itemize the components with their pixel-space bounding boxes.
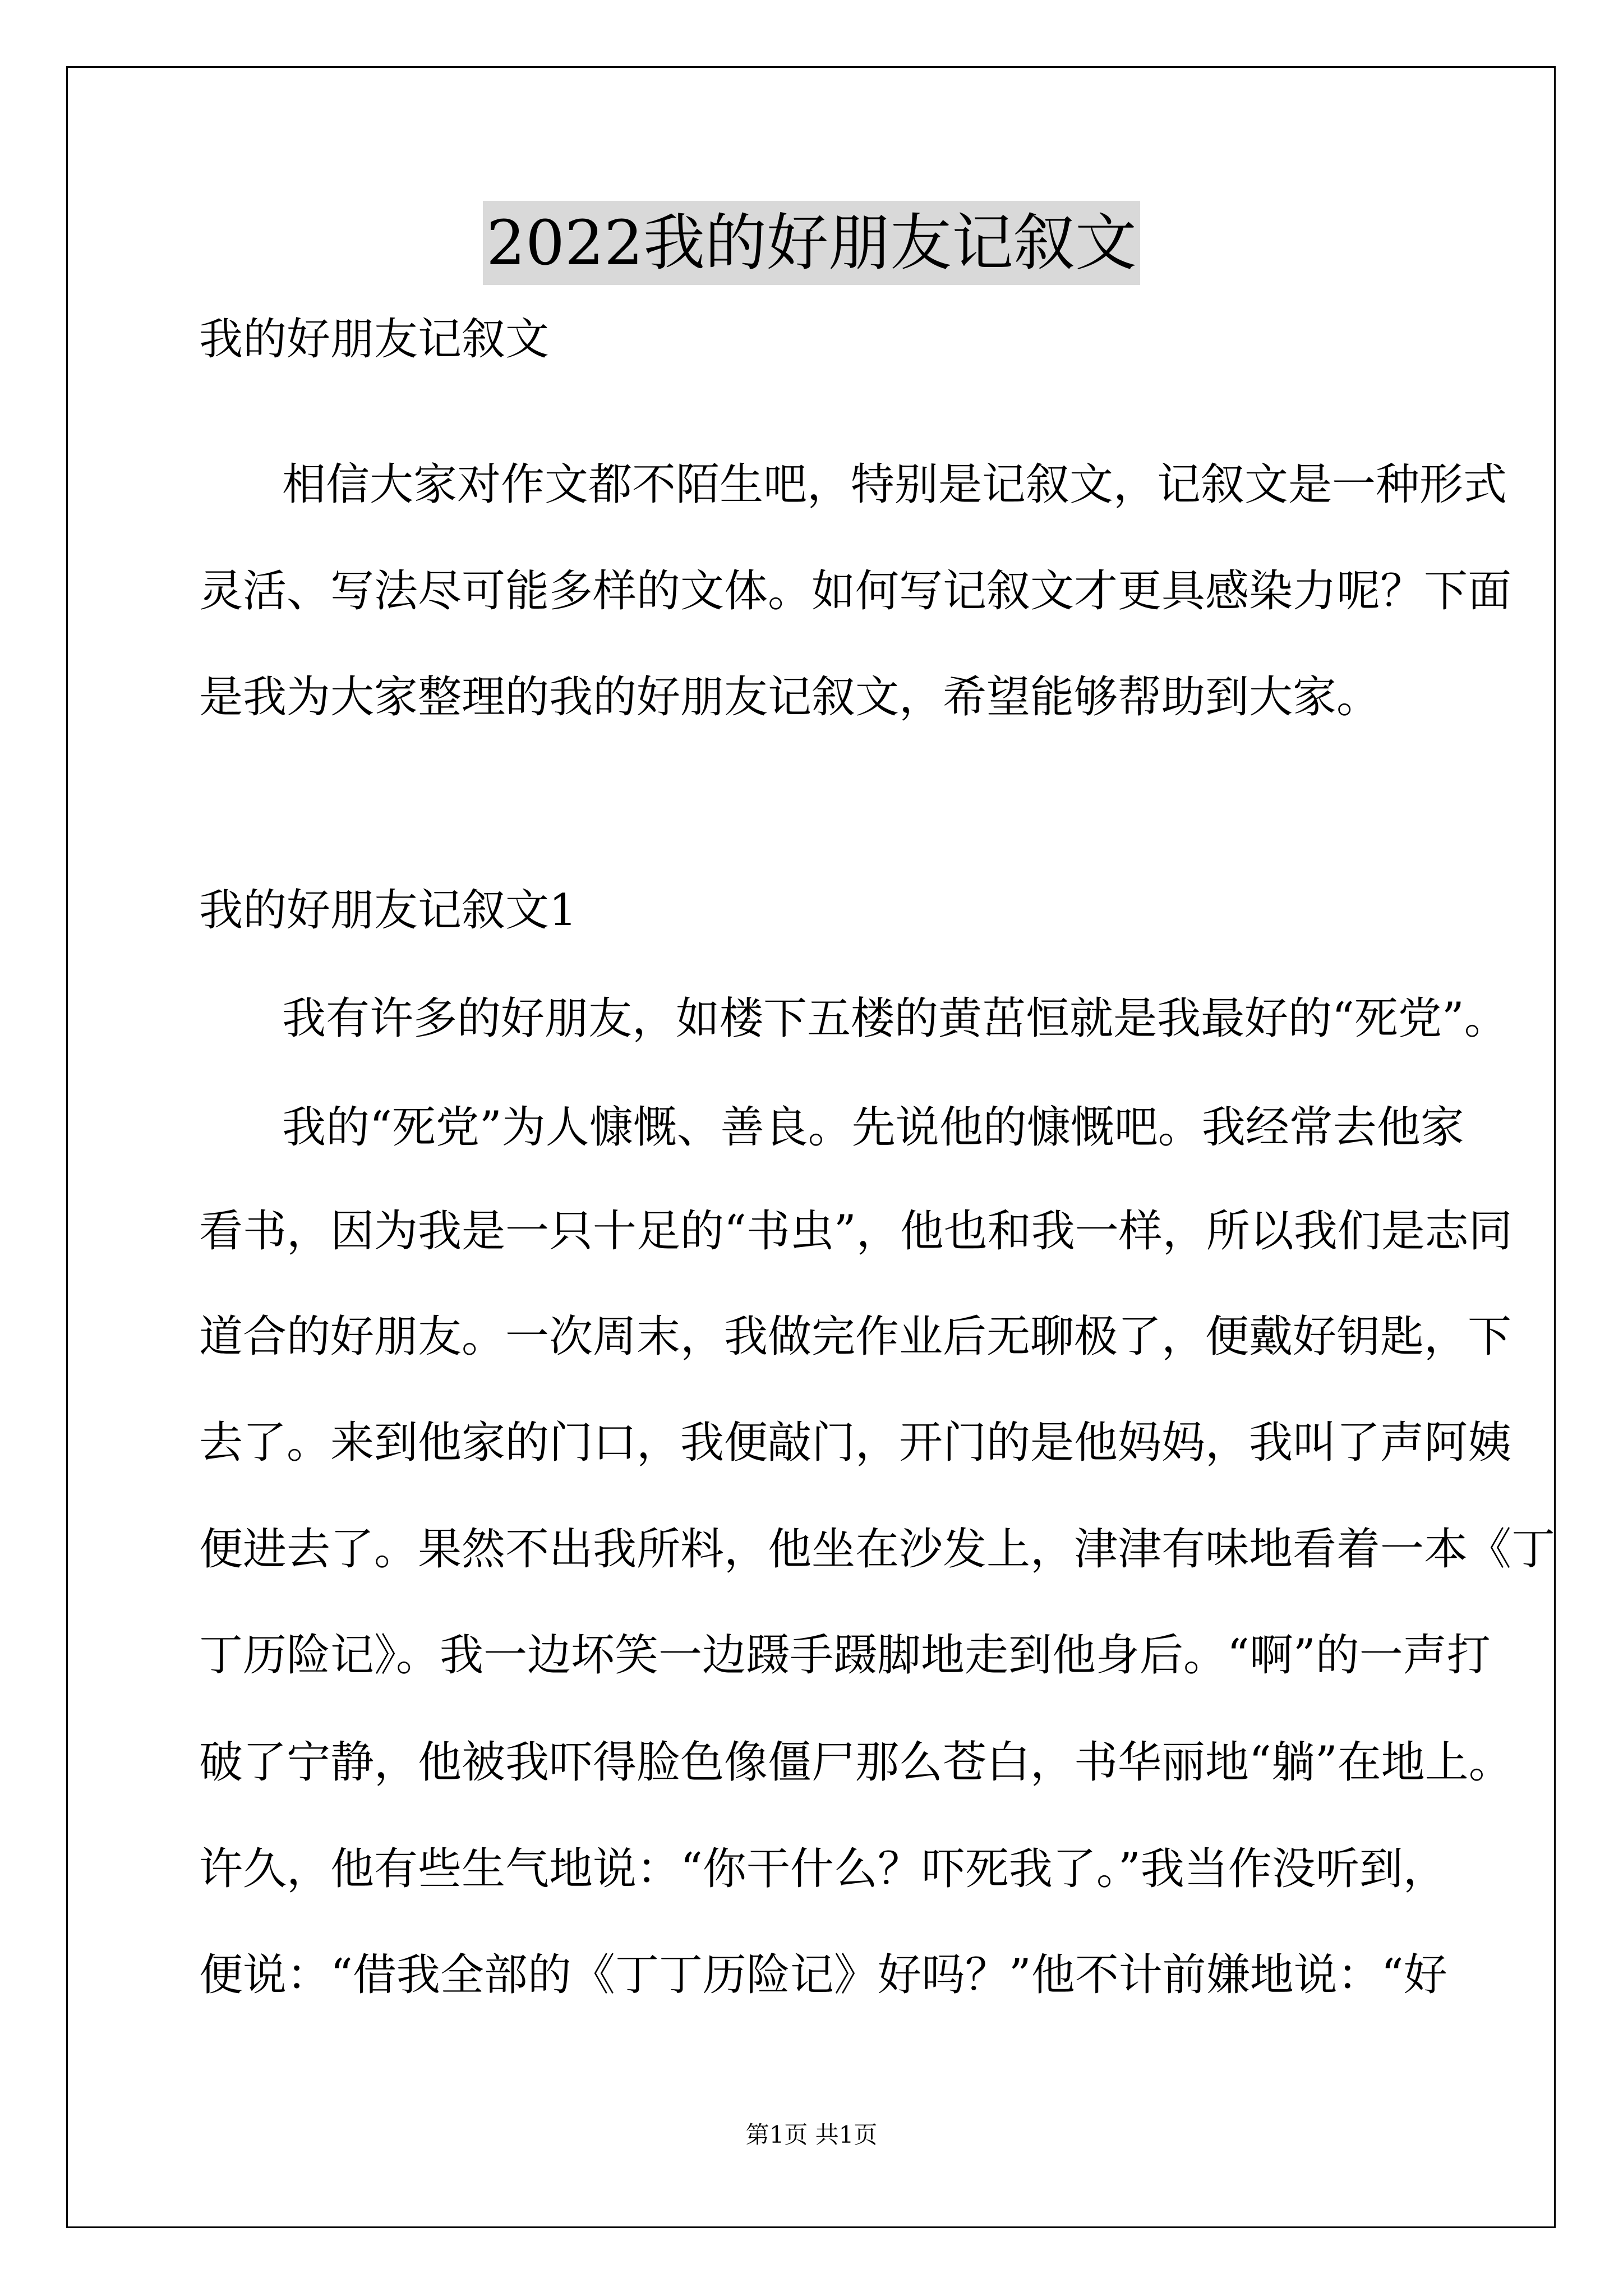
title-container xyxy=(0,201,1623,285)
paragraph-line: 我的“死党”为人慷慨、善良。先说他的慷慨吧。我经常去他家 xyxy=(282,1102,1464,1153)
paragraph-line: 便进去了。果然不出我所料，他坐在沙发上，津津有味地看着一本《丁 xyxy=(199,1524,1556,1575)
paragraph-line: 看书，因为我是一只十足的“书虫”，他也和我一样，所以我们是志同 xyxy=(199,1206,1513,1257)
section-heading: 我的好朋友记叙文1 xyxy=(199,885,577,936)
intro-line: 灵活、写法尽可能多样的文体。如何写记叙文才更具感染力呢？下面 xyxy=(199,566,1512,616)
paragraph-line: 许久，他有些生气地说：“你干什么？吓死我了。”我当作没听到， xyxy=(199,1844,1447,1894)
paragraph-line: 去了。来到他家的门口，我便敲门，开门的是他妈妈，我叫了声阿姨 xyxy=(199,1418,1512,1468)
paragraph-line: 丁历险记》。我一边坏笑一边蹑手蹑脚地走到他身后。“啊”的一声打 xyxy=(199,1630,1491,1681)
paragraph-line: 我有许多的好朋友，如楼下五楼的黄茁恒就是我最好的“死党”。 xyxy=(282,993,1508,1044)
document-title: 2022我的好朋友记叙文 xyxy=(483,201,1140,285)
page-footer: 第1页 共1页 xyxy=(745,2121,878,2148)
intro-line: 是我为大家整理的我的好朋友记叙文，希望能够帮助到大家。 xyxy=(199,672,1381,723)
paragraph-line: 道合的好朋友。一次周末，我做完作业后无聊极了，便戴好钥匙，下 xyxy=(199,1312,1512,1362)
paragraph-line: 便说：“借我全部的《丁丁历险记》好吗？”他不计前嫌地说：“好 xyxy=(199,1950,1447,2000)
section-heading: 我的好朋友记叙文 xyxy=(199,314,550,365)
intro-line: 相信大家对作文都不陌生吧，特别是记叙文，记叙文是一种形式 xyxy=(282,459,1507,510)
paragraph-line: 破了宁静，他被我吓得脸色像僵尸那么苍白，书华丽地“躺”在地上。 xyxy=(199,1737,1513,1788)
